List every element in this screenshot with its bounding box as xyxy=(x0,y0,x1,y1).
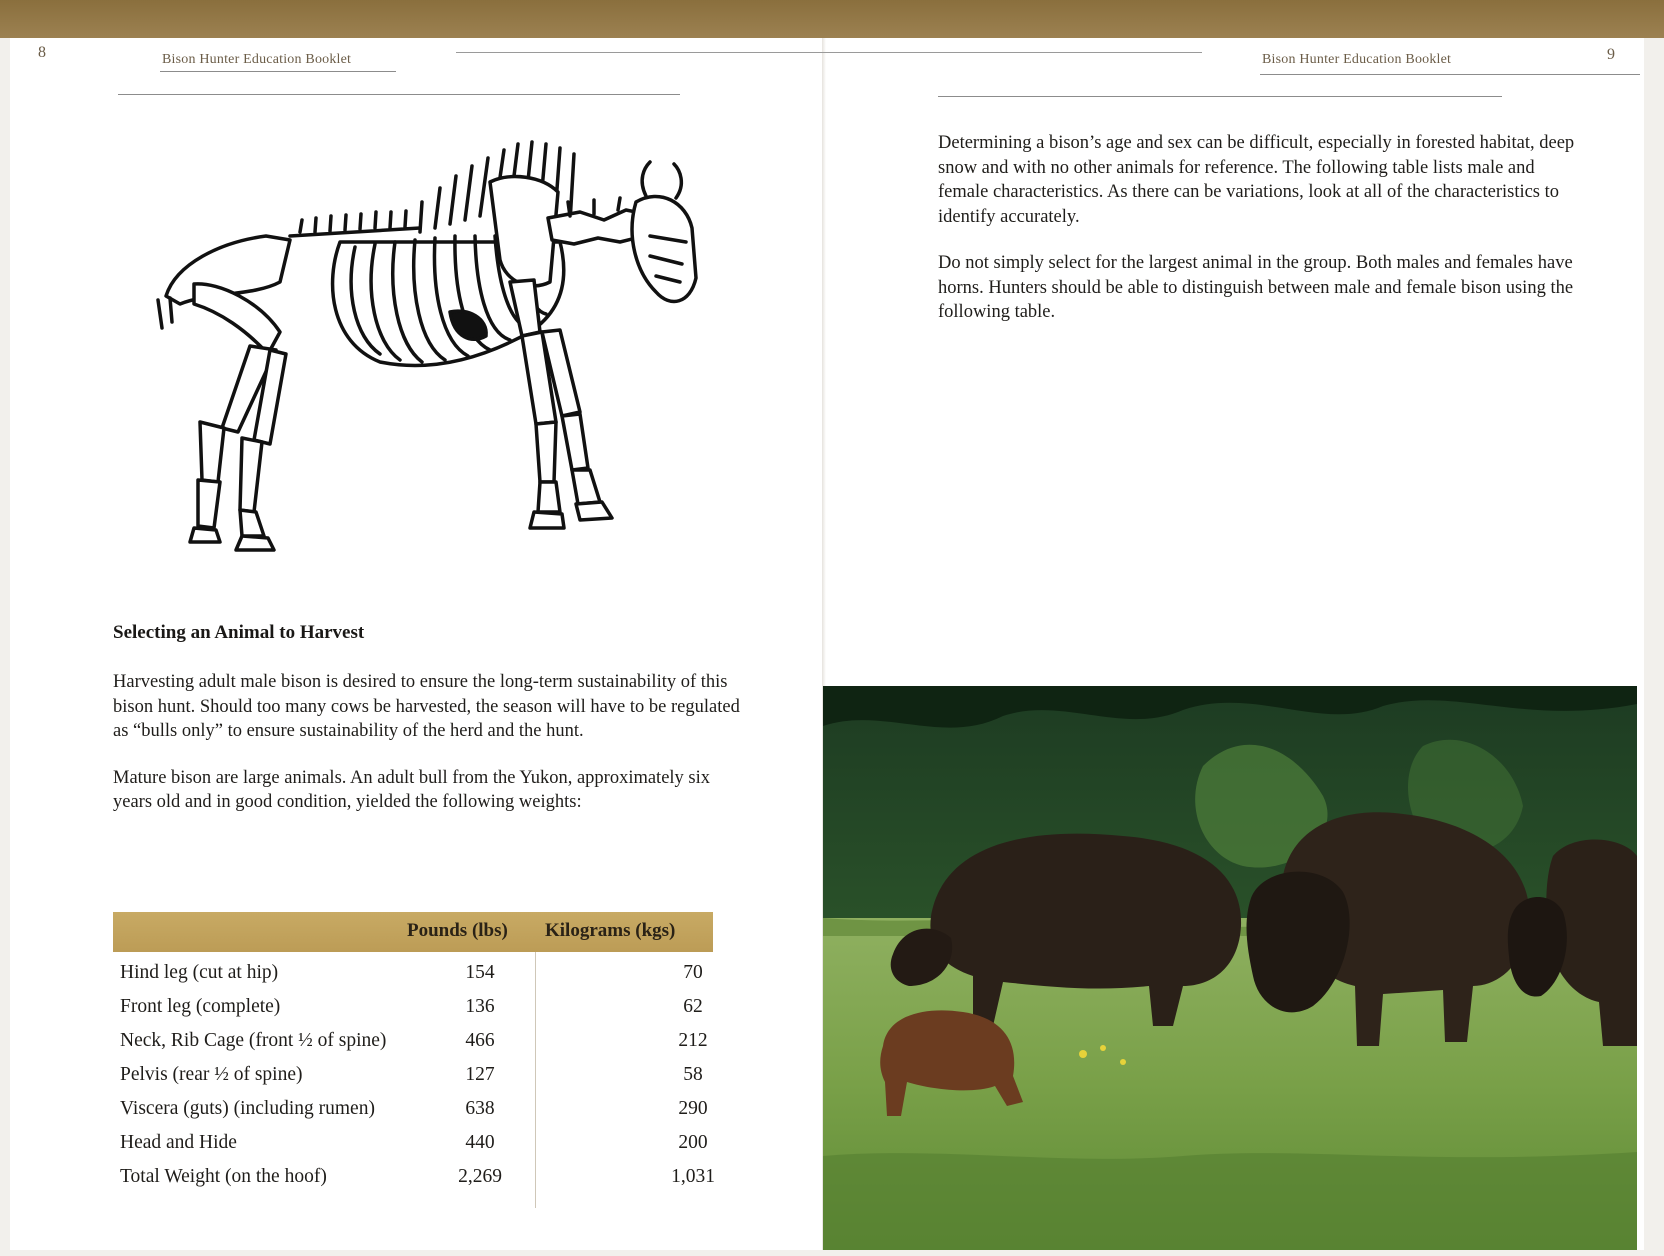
table-header-pounds: Pounds (lbs) xyxy=(407,920,508,941)
left-header-rule xyxy=(118,94,680,95)
table-cell-lbs: 136 xyxy=(465,996,495,1017)
table-cell-label: Pelvis (rear ½ of spine) xyxy=(120,1064,303,1085)
table-cell-lbs: 466 xyxy=(465,1030,495,1051)
table-cell-lbs: 154 xyxy=(465,962,495,983)
spread-top-rule xyxy=(456,52,1202,53)
table-cell-kgs: 290 xyxy=(678,1098,708,1119)
table-cell-kgs: 200 xyxy=(678,1132,708,1153)
table-cell-lbs: 440 xyxy=(465,1132,495,1153)
left-page-header: Bison Hunter Education Booklet xyxy=(162,52,352,67)
left-header-underline xyxy=(160,71,396,72)
table-cell-label: Hind leg (cut at hip) xyxy=(120,962,279,983)
left-paragraph-harvesting: Harvesting adult male bison is desired to ensure the long-term sustainability of this bison hunt. Should too many cows be harvested, the season will have to be regulated as “bulls only” to ensure sustainability of the herd and the hunt. xyxy=(113,672,740,741)
left-body-text xyxy=(113,670,753,815)
table-cell-lbs: 127 xyxy=(465,1064,495,1085)
right-header-rule xyxy=(938,96,1502,97)
table-row xyxy=(113,1064,713,1098)
bison-herd-photo xyxy=(823,686,1637,1250)
table-row xyxy=(113,1166,713,1200)
table-cell-kgs: 1,031 xyxy=(671,1166,715,1187)
right-page-number: 9 xyxy=(1607,46,1615,63)
right-page-header: Bison Hunter Education Booklet xyxy=(1262,52,1452,67)
right-paragraph-largest-animal: Do not simply select for the largest animal in the group. Both males and females have horns. Hunters should be able to distinguish between male and female bison using the following table. xyxy=(938,253,1574,322)
table-cell-label: Viscera (guts) (including rumen) xyxy=(120,1098,375,1119)
table-row xyxy=(113,1030,713,1064)
table-header-row xyxy=(113,912,713,952)
table-header-kilograms: Kilograms (kgs) xyxy=(545,920,676,941)
table-row xyxy=(113,962,713,996)
table-cell-label: Neck, Rib Cage (front ½ of spine) xyxy=(120,1030,387,1051)
table-row xyxy=(113,1132,713,1166)
table-cell-lbs: 2,269 xyxy=(458,1166,502,1187)
table-cell-kgs: 212 xyxy=(678,1030,708,1051)
table-row xyxy=(113,996,713,1030)
left-paragraph-mature-bison: Mature bison are large animals. An adult bull from the Yukon, approximately six years old and in good condition, yielded the following weights: xyxy=(113,767,711,812)
section-heading-selecting-animal: Selecting an Animal to Harvest xyxy=(113,622,365,643)
table-cell-label: Front leg (complete) xyxy=(120,996,281,1017)
bison-weights-table xyxy=(113,912,713,1208)
table-cell-label: Head and Hide xyxy=(120,1132,237,1153)
table-cell-lbs: 638 xyxy=(465,1098,495,1119)
table-row xyxy=(113,1098,713,1132)
top-border-band xyxy=(0,0,1664,38)
table-cell-label: Total Weight (on the hoof) xyxy=(120,1166,327,1187)
table-cell-kgs: 70 xyxy=(683,962,703,983)
left-page-number: 8 xyxy=(38,44,46,61)
table-cell-kgs: 58 xyxy=(683,1064,703,1085)
table-cell-kgs: 62 xyxy=(683,996,703,1017)
bison-skeleton-illustration xyxy=(150,132,740,592)
right-body-text xyxy=(938,131,1584,325)
right-paragraph-determining-age: Determining a bison’s age and sex can be difficult, especially in forested habitat, deep snow and with no other animals for reference. The following table lists male and female characteristics. As there can be variations, look at all of the characteristics to identify accurately. xyxy=(938,133,1575,227)
right-header-underline xyxy=(1260,74,1640,75)
